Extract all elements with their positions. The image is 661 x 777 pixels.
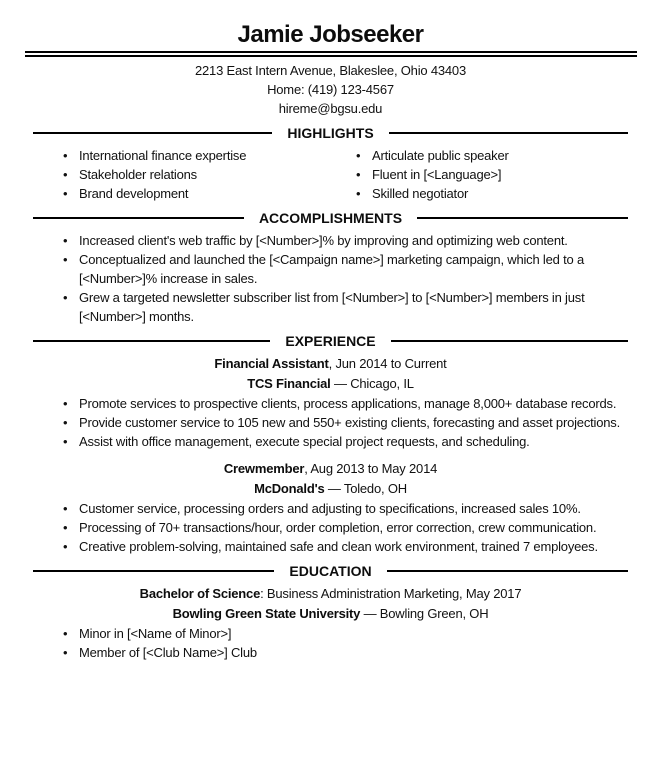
list-item: • Member of [<Club Name>] Club bbox=[62, 643, 621, 662]
list-item: • Minor in [<Name of Minor>] bbox=[62, 624, 621, 643]
school-name: Bowling Green State University bbox=[172, 606, 361, 621]
job-location: — Chicago, IL bbox=[330, 376, 414, 391]
section-header-education bbox=[33, 563, 628, 579]
job-title: Financial Assistant bbox=[214, 356, 329, 371]
list-item: • Stakeholder relations bbox=[62, 165, 355, 184]
job-title: Crewmember bbox=[223, 461, 305, 476]
list-item: • Fluent in [<Language>] bbox=[355, 165, 641, 184]
section-title-experience: EXPERIENCE bbox=[285, 333, 376, 349]
degree-line bbox=[0, 584, 661, 604]
list-item: • Customer service, processing orders and adjusting to specifications, increased sales 10%. bbox=[62, 499, 621, 518]
section-header-highlights bbox=[33, 125, 628, 141]
divider-line bbox=[33, 570, 274, 572]
job-company-line bbox=[0, 479, 661, 499]
degree-detail: : Business Administration Marketing, May 2017 bbox=[260, 586, 522, 601]
job-location: — Toledo, OH bbox=[324, 481, 407, 496]
highlights-list bbox=[0, 146, 661, 203]
contact-block bbox=[0, 61, 661, 118]
divider-line bbox=[33, 340, 270, 342]
list-item: • Conceptualized and launched the [<Campaign name>] marketing campaign, which led to a [<Number>]% increase in sales. bbox=[62, 250, 621, 288]
contact-phone: Home: (419) 123-4567 bbox=[267, 82, 394, 97]
list-item: • Skilled negotiator bbox=[355, 184, 641, 203]
list-item: • Processing of 70+ transactions/hour, order completion, error correction, crew communication. bbox=[62, 518, 621, 537]
divider-line bbox=[417, 217, 628, 219]
highlights-right-column bbox=[355, 146, 641, 203]
section-title-highlights: HIGHLIGHTS bbox=[287, 125, 374, 141]
list-item: • Articulate public speaker bbox=[355, 146, 641, 165]
divider-line bbox=[33, 132, 272, 134]
list-item: • Creative problem-solving, maintained safe and clean work environment, trained 7 employees. bbox=[62, 537, 621, 556]
degree-name: Bachelor of Science bbox=[139, 586, 261, 601]
school-location: — Bowling Green, OH bbox=[360, 606, 489, 621]
list-item: • International finance expertise bbox=[62, 146, 355, 165]
list-item: • Increased client's web traffic by [<Number>]% by improving and optimizing web content. bbox=[62, 231, 621, 250]
job-dates: , Jun 2014 to Current bbox=[328, 356, 447, 371]
page-title: Jamie Jobseeker bbox=[237, 21, 424, 48]
company-name: TCS Financial bbox=[247, 376, 331, 391]
section-header-accomplishments bbox=[33, 210, 628, 226]
job-title-line bbox=[0, 459, 661, 479]
list-item: • Provide customer service to 105 new and 550+ existing clients, forecasting and asset projections. bbox=[62, 413, 621, 432]
job-entry bbox=[0, 354, 661, 451]
divider-line bbox=[387, 570, 628, 572]
divider-line bbox=[33, 217, 244, 219]
list-item: • Brand development bbox=[62, 184, 355, 203]
company-name: McDonald's bbox=[254, 481, 325, 496]
school-line bbox=[0, 604, 661, 624]
list-item: • Assist with office management, execute special project requests, and scheduling. bbox=[62, 432, 621, 451]
list-item: • Grew a targeted newsletter subscriber list from [<Number>] to [<Number>] members in just [<Number>] months. bbox=[62, 288, 621, 326]
list-item: • Promote services to prospective clients, process applications, manage 8,000+ database records. bbox=[62, 394, 621, 413]
job-entry bbox=[0, 459, 661, 556]
contact-address: 2213 East Intern Avenue, Blakeslee, Ohio 43403 bbox=[195, 63, 466, 78]
divider-line bbox=[391, 340, 628, 342]
header-divider bbox=[25, 51, 637, 57]
divider-line bbox=[389, 132, 628, 134]
job-title-line bbox=[0, 354, 661, 374]
contact-email: hireme@bgsu.edu bbox=[278, 101, 383, 116]
section-title-accomplishments: ACCOMPLISHMENTS bbox=[258, 210, 403, 226]
education-bullet-list bbox=[62, 624, 621, 662]
job-bullet-list bbox=[62, 394, 621, 451]
highlights-left-column bbox=[62, 146, 355, 203]
section-title-education: EDUCATION bbox=[289, 563, 372, 579]
accomplishments-list bbox=[62, 231, 621, 326]
job-company-line bbox=[0, 374, 661, 394]
job-dates: , Aug 2013 to May 2014 bbox=[304, 461, 438, 476]
section-header-experience bbox=[33, 333, 628, 349]
job-bullet-list bbox=[62, 499, 621, 556]
